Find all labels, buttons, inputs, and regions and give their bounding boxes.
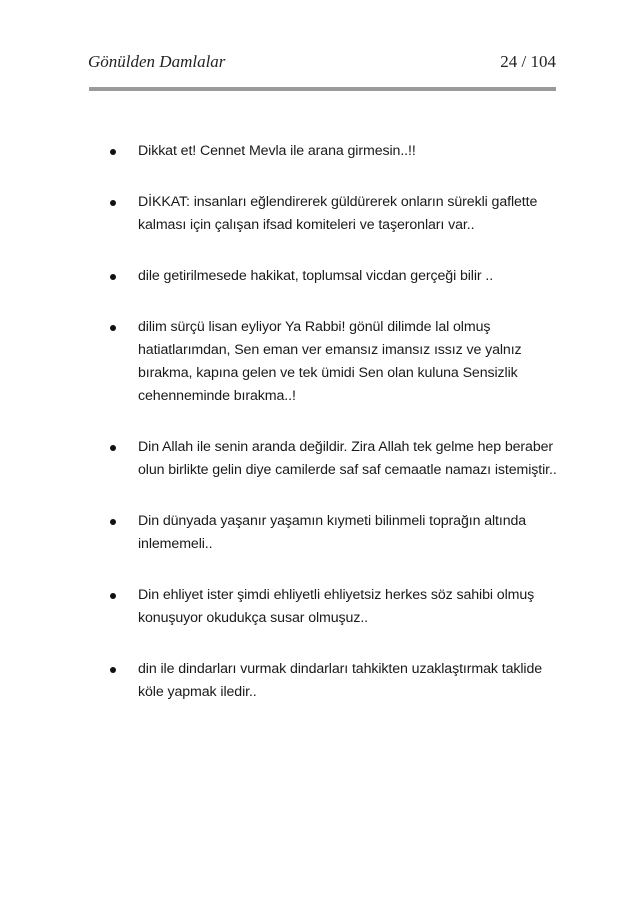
header-divider [89,87,556,91]
list-item [110,658,560,704]
book-title: Gönülden Damlalar [88,52,226,71]
bullet-icon [110,519,116,525]
list-item [110,191,560,237]
list-item-text: din ile dindarları vurmak dindarları tahkikten uzaklaştırmak taklide köle yapmak iledir.. [138,661,543,700]
bullet-icon [110,149,116,155]
bullet-icon [110,445,116,451]
bullet-icon [110,274,116,280]
list-item-text: Din ehliyet ister şimdi ehliyetli ehliyetsiz herkes söz sahibi olmuş konuşuyor okudukça susar olmuşuz.. [138,587,535,626]
list-item-text: dile getirilmesede hakikat, toplumsal vicdan gerçeği bilir .. [138,268,494,284]
list-item-text: dilim sürçü lisan eyliyor Ya Rabbi! gönül dilimde lal olmuş hatiatlarımdan, Sen eman ver emansız imansız ıssız ve yalnız bırakma, kapına gelen ve tek ümidi Sen olan kuluna Sensizlik cehenneminde bırakma..! [138,319,522,404]
list-item [110,436,560,482]
bullet-icon [110,593,116,599]
list-item-text: Din Allah ile senin aranda değildir. Zira Allah tek gelme hep beraber olun birlikte gelin diye camilerde saf saf cemaatle namazı istemiştir.. [138,439,557,478]
list-item [110,265,560,288]
page-header [88,52,556,74]
list-item [110,140,560,163]
quote-list [110,140,560,732]
list-item [110,510,560,556]
list-item-text: Dikkat et! Cennet Mevla ile arana girmesin..!! [138,143,416,159]
list-item-text: Din dünyada yaşanır yaşamın kıymeti bilinmeli toprağın altında inlememeli.. [138,513,527,552]
list-item [110,584,560,630]
bullet-icon [110,200,116,206]
bullet-icon [110,667,116,673]
page-number: 24 / 104 [500,52,556,71]
bullet-icon [110,325,116,331]
list-item-text: DİKKAT: insanları eğlendirerek güldürerek onların sürekli gaflette kalması için çalışan ifsad komiteleri ve taşeronları var.. [138,194,538,233]
list-item [110,316,560,408]
